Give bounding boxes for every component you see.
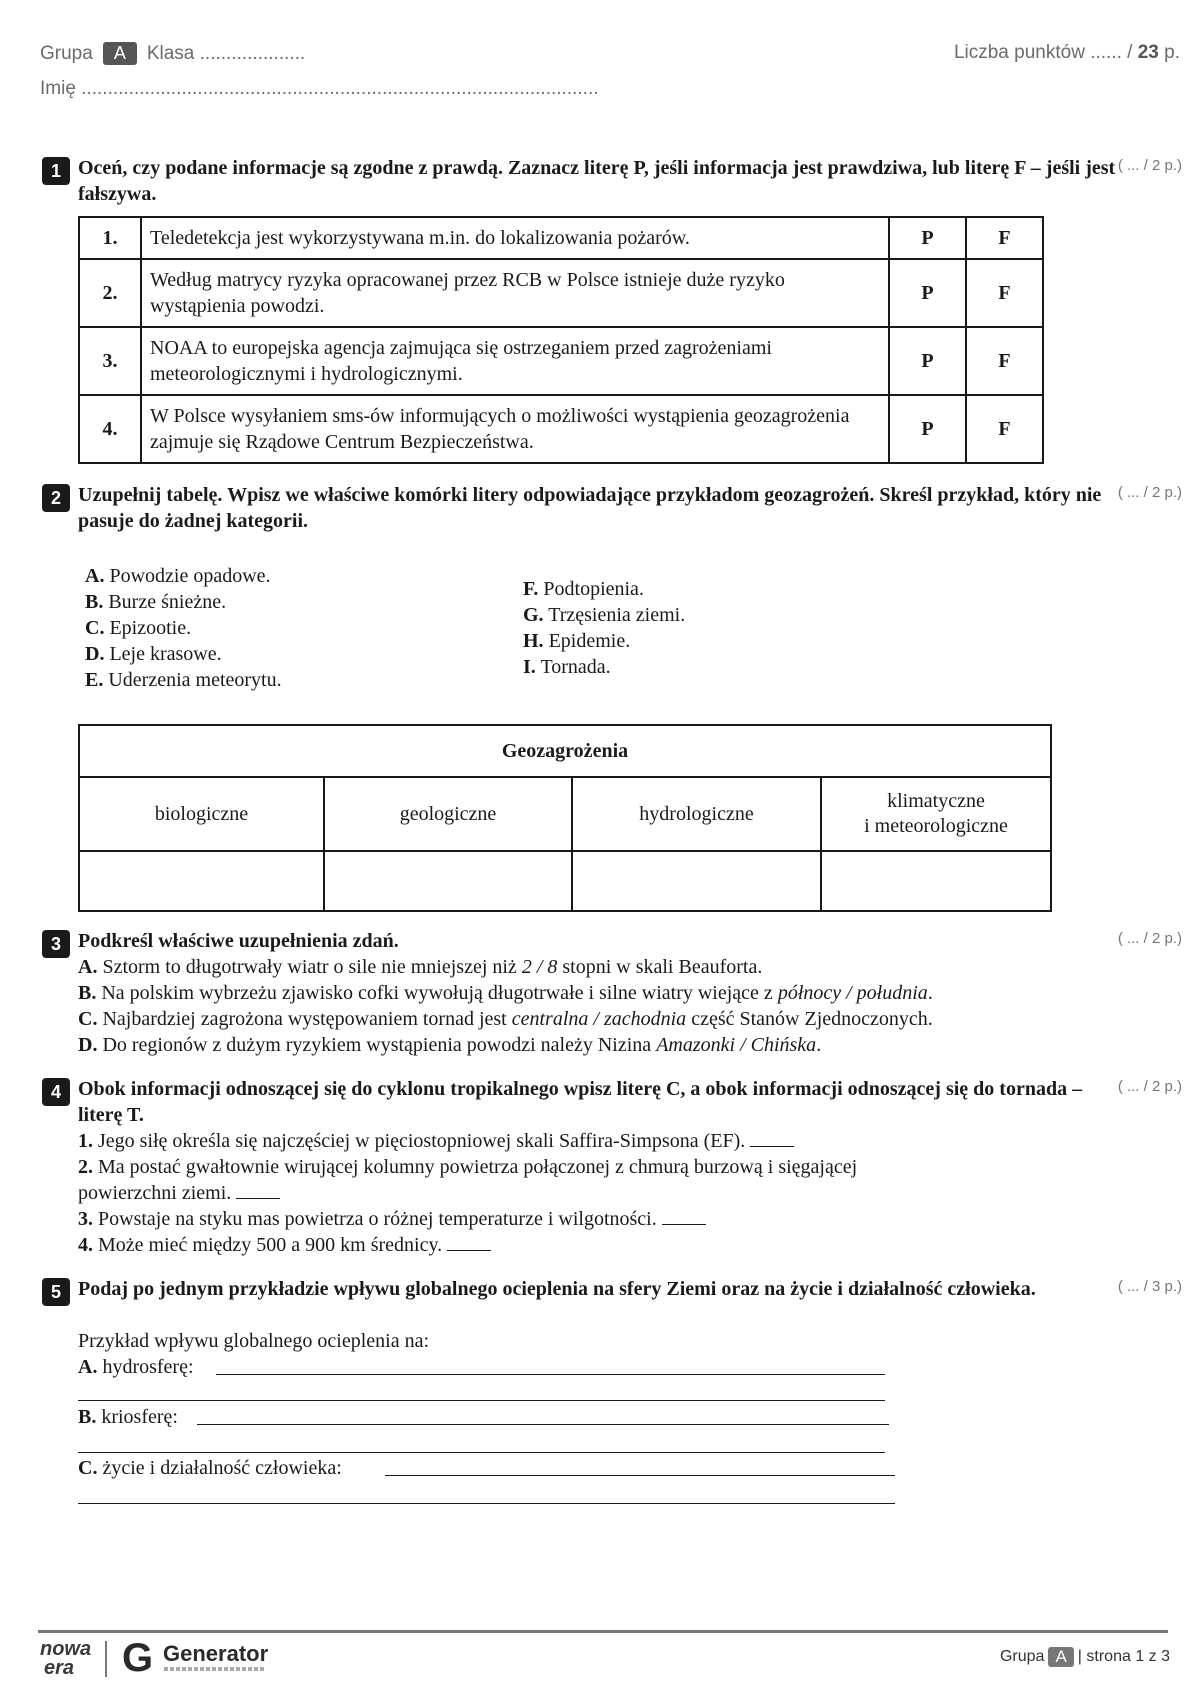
option-choice[interactable]: centralna / zachodnia (511, 1008, 687, 1030)
statement-text: NOAA to europejska agencja zajmująca się ostrzeganiem przed zagrożeniami meteorologicznymi i hydrologicznymi. (141, 327, 889, 395)
task-number: 3 (42, 930, 70, 958)
list-item: C. Epizootie. (85, 617, 192, 639)
footer-divider (38, 1630, 1168, 1633)
answer-line[interactable] (216, 1374, 885, 1375)
task-title: Obok informacji odnoszącej się do cyklonu tropikalnego wpisz literę C, a obok informacji odnoszącej się do tornada – literę T. (78, 1078, 1083, 1126)
answer-blank[interactable] (447, 1233, 491, 1251)
list-item: D. Leje krasowe. (85, 643, 222, 665)
generator-logo: Generator (163, 1641, 269, 1666)
nowa-era-logo: nowa era (40, 1638, 92, 1679)
human-life-answer: C. życie i działalność człowieka: (78, 1457, 342, 1479)
cryosphere-answer: B. kriosferę: (78, 1406, 178, 1428)
task-title: Oceń, czy podane informacje są zgodne z prawdą. Zaznacz literę P, jeśli informacja jest prawdziwa, lub literę F – jeśli jest fałszywa. (78, 157, 1116, 205)
option-choice[interactable]: 2 / 8 (521, 956, 558, 978)
examples-list-right (523, 576, 685, 680)
logo-separator (105, 1641, 107, 1677)
list-item: 3. Powstaje na styku mas powietrza o różnej temperaturze i wilgotności. (78, 1206, 857, 1232)
list-item: F. Podtopienia. (523, 578, 644, 600)
task-title: Uzupełnij tabelę. Wpisz we właściwe komórki litery odpowiadające przykładom geozagrożeń. Skreśl przykład, który nie pasuje do żadnej kategorii. (78, 484, 1102, 532)
row-number: 1. (79, 217, 141, 259)
row-number: 3. (79, 327, 141, 395)
list-item: E. Uderzenia meteorytu. (85, 669, 282, 691)
points-unit: p. (1164, 42, 1180, 63)
list-item: C. Najbardziej zagrożona występowaniem tornad jest centralna / zachodnia część Stanów Zjednoczonych. (78, 1008, 933, 1030)
statement-text: Teledetekcja jest wykorzystywana m.in. do lokalizowania pożarów. (141, 217, 889, 259)
answer-line[interactable] (197, 1424, 889, 1425)
task-number: 1 (42, 157, 70, 185)
list-item: G. Trzęsienia ziemi. (523, 604, 686, 626)
answer-cell[interactable] (821, 851, 1051, 911)
class-label: Klasa .................... (146, 42, 306, 64)
table-header-row (79, 725, 1051, 777)
examples-list-left (85, 563, 282, 693)
points-label: Liczba punktów ...... / (953, 42, 1133, 63)
sentences-list (78, 954, 933, 1058)
answer-cell[interactable] (572, 851, 821, 911)
task-title: Podaj po jednym przykładzie wpływu globalnego ocieplenia na sfery Ziemi oraz na życie i działalność człowieka. (78, 1278, 1036, 1300)
answer-cell[interactable] (79, 851, 324, 911)
generator-g-icon: G (122, 1636, 154, 1680)
true-option[interactable]: P (889, 327, 966, 395)
column-header: geologiczne (324, 777, 572, 851)
name-label: Imię .................................................................................................. (40, 78, 599, 99)
group-label: Grupa (40, 42, 93, 64)
answer-row (79, 851, 1051, 911)
answer-blank[interactable] (662, 1207, 706, 1225)
row-number: 4. (79, 395, 141, 463)
false-option[interactable]: F (966, 395, 1043, 463)
statements-list (78, 1128, 857, 1258)
list-item: B. Na polskim wybrzeżu zjawisko cofki wywołują długotrwałe i silne wiatry wiejące z północy / południa. (78, 982, 933, 1004)
list-item: A. Sztorm to długotrwały wiatr o sile nie mniejszej niż 2 / 8 stopni w skali Beauforta. (78, 956, 763, 978)
true-option[interactable]: P (889, 259, 966, 327)
table-row (79, 217, 1043, 259)
generator-tagline (164, 1667, 264, 1671)
table-title: Geozagrożenia (79, 725, 1051, 777)
option-choice[interactable]: północy / południa (777, 982, 928, 1004)
answer-cell[interactable] (324, 851, 572, 911)
list-item: I. Tornada. (523, 656, 611, 678)
answer-line[interactable] (78, 1503, 895, 1504)
true-option[interactable]: P (889, 217, 966, 259)
task-points: ( ... / 2 p.) (1117, 484, 1182, 501)
footer-group-label: Grupa (999, 1648, 1045, 1665)
task-points: ( ... / 2 p.) (1117, 1078, 1182, 1095)
answer-blank[interactable] (236, 1181, 280, 1199)
points-total: 23 (1137, 42, 1159, 63)
task-points: ( ... / 3 p.) (1117, 1278, 1182, 1295)
statement-text: Według matrycy ryzyka opracowanej przez RCB w Polsce istnieje duże ryzyko wystąpienia powodzi. (141, 259, 889, 327)
answer-blank[interactable] (750, 1129, 794, 1147)
false-option[interactable]: F (966, 327, 1043, 395)
task-number: 4 (42, 1078, 70, 1106)
task-number: 5 (42, 1278, 70, 1306)
group-class-row (40, 42, 305, 65)
task-number: 2 (42, 484, 70, 512)
list-item: B. Burze śnieżne. (85, 591, 227, 613)
task-5-intro: Przykład wpływu globalnego ocieplenia na: (78, 1330, 430, 1352)
column-header: klimatyczne i meteorologiczne (821, 777, 1051, 851)
list-item: 4. Może mieć między 500 a 900 km średnicy. (78, 1232, 857, 1258)
true-option[interactable]: P (889, 395, 966, 463)
task-points: ( ... / 2 p.) (1117, 157, 1182, 174)
list-item: A. Powodzie opadowe. (85, 565, 271, 587)
row-number: 2. (79, 259, 141, 327)
option-choice[interactable]: Amazonki / Chińska (656, 1034, 817, 1056)
list-item: 1. Jego siłę określa się najczęściej w pięciostopniowej skali Saffira-Simpsona (EF). (78, 1128, 857, 1154)
geohazards-table (78, 724, 1052, 912)
statement-text: W Polsce wysyłaniem sms-ów informujących o możliwości wystąpienia geozagrożenia zajmuje się Rządowe Centrum Bezpieczeństwa. (141, 395, 889, 463)
list-item: D. Do regionów z dużym ryzykiem wystąpienia powodzi należy Nizina Amazonki / Chińska. (78, 1034, 822, 1056)
points-summary (954, 42, 1180, 64)
false-option[interactable]: F (966, 217, 1043, 259)
answer-line[interactable] (385, 1475, 895, 1476)
column-header: biologiczne (79, 777, 324, 851)
task-points: ( ... / 2 p.) (1117, 930, 1182, 947)
list-item: powierzchni ziemi. (78, 1180, 857, 1206)
page-indicator (1000, 1647, 1170, 1667)
column-header: hydrologiczne (572, 777, 821, 851)
true-false-table (78, 216, 1044, 464)
column-header-row (79, 777, 1051, 851)
table-row (79, 395, 1043, 463)
hydrosphere-answer: A. hydrosferę: (78, 1356, 194, 1378)
list-item: H. Epidemie. (523, 630, 631, 652)
answer-line[interactable] (78, 1400, 885, 1401)
list-item: 2. Ma postać gwałtownie wirującej kolumny powietrza połączonej z chmurą burzową i sięgającej (78, 1156, 858, 1178)
group-badge: A (103, 42, 137, 65)
table-row (79, 259, 1043, 327)
page-number: | strona 1 z 3 (1077, 1648, 1170, 1665)
task-title: Podkreśl właściwe uzupełnienia zdań. (78, 930, 399, 952)
answer-line[interactable] (78, 1452, 885, 1453)
footer-group-badge: A (1048, 1647, 1073, 1667)
false-option[interactable]: F (966, 259, 1043, 327)
table-row (79, 327, 1043, 395)
